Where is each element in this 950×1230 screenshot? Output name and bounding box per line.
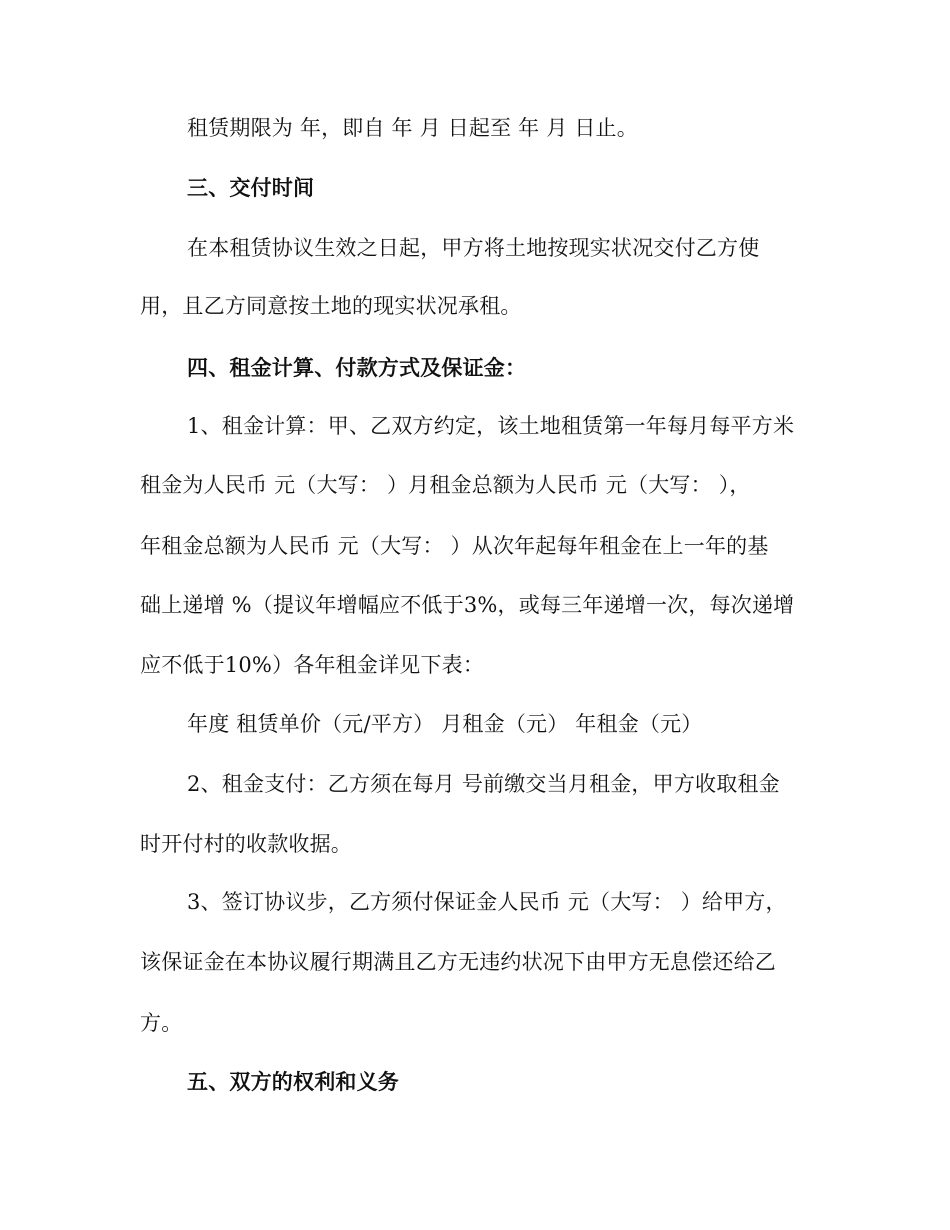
section-heading-rights-obligations: 五、双方的权利和义务 [187, 1069, 399, 1094]
paragraph-line: 方。 [140, 1011, 183, 1035]
section-heading-rent-payment-deposit: 四、租金计算、付款方式及保证金： [187, 355, 527, 380]
section-heading-delivery-time: 三、交付时间 [187, 175, 315, 200]
lease-term-text: 租赁期限为 年，即自 年 月 日起至 年 月 日止。 [187, 116, 638, 140]
paragraph-line: 时开付村的收款收据。 [140, 832, 352, 856]
paragraph-line: 租金为人民币 元（大写： ）月租金总额为人民币 元（大写： ）， [140, 473, 751, 497]
paragraph-line: 3、签订协议步，乙方须付保证金人民币 元（大写： ）给甲方， [187, 890, 787, 914]
paragraph-line: 1、租金计算：甲、乙双方约定，该土地租赁第一年每月每平方米 [187, 414, 795, 438]
paragraph-line: 2、租金支付：乙方须在每月 号前缴交当月租金，甲方收取租金 [187, 772, 780, 796]
paragraph-line: 年租金总额为人民币 元（大写： ）从次年起每年租金在上一年的基 [140, 534, 769, 558]
paragraph-line: 用，且乙方同意按土地的现实状况承租。 [140, 294, 522, 318]
paragraph-line: 应不低于10%）各年租金详见下表： [140, 653, 485, 677]
rent-table-header: 年度 租赁单价（元/平方） 月租金（元） 年租金（元） [187, 712, 703, 736]
paragraph-line: 础上递增 %（提议年增幅应不低于3%，或每三年递增一次，每次递增 [140, 593, 795, 617]
paragraph-line: 该保证金在本协议履行期满且乙方无违约状况下由甲方无息偿还给乙 [140, 950, 776, 974]
paragraph-line: 在本租赁协议生效之日起，甲方将土地按现实状况交付乙方使 [187, 236, 760, 260]
